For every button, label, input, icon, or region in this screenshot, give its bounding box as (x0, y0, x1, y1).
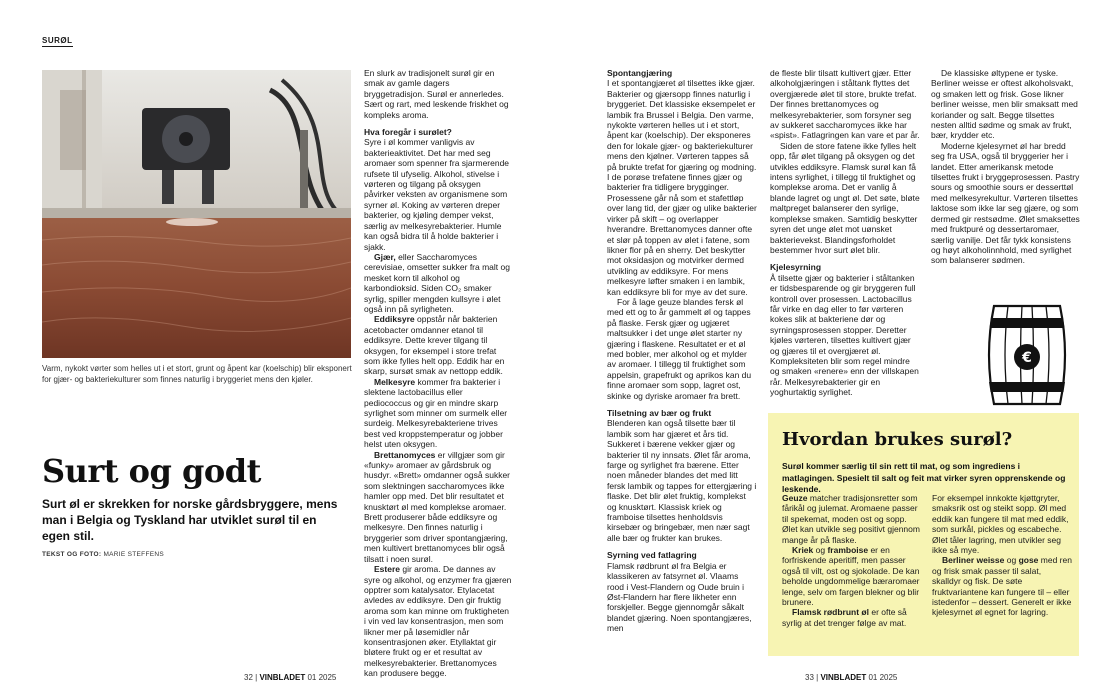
byline-label: TEKST OG FOTO: (42, 551, 102, 558)
folio-separator: | (252, 673, 260, 682)
text-and: og (1004, 555, 1019, 566)
text-and: og (813, 545, 828, 556)
paragraph: Flamsk rødbrunt øl fra Belgia er klassikeren av fatsyrnet øl. Vlaams rood i Vest-Flandern og Oude bruin i Øst-Flandern har flere likheter enn forskjeller. Begge gjennomgår såkalt blandet gjæring. Noen spontangjæres, men (607, 560, 752, 634)
byline-name: MARIE STEFFENS (103, 551, 164, 558)
paragraph-melkesyre (364, 377, 512, 450)
box-column-1 (782, 493, 924, 628)
koelschip-photo (42, 70, 351, 358)
paragraph-berliner (932, 555, 1072, 617)
paragraph: For eksempel innkokte kjøttgryter, smaksrik ost og steikt sopp. Øl med eddik kan fungere til mat med eddik, som surkål, pickles og escabeche. Ølet tåler lagring, men utvikler seg ikke så mye. (932, 493, 1069, 556)
article-title: Surt og godt (42, 452, 261, 490)
term-gose: gose (1018, 555, 1039, 566)
paragraph-eddiksyre (364, 314, 512, 376)
term-berliner: Berliner weisse (942, 555, 1005, 566)
text-kriek: er en forfriskende aperitiff, men passer også til vilt, ost og sjokolade. De kan beholde ungdommelige bæraromaer lenge, selv om fargen blekner og blir brunere. (782, 545, 920, 608)
article-lead: Surt øl er skrekken for norske gårdsbryggere, mens man i Belgia og Tyskland har utviklet surøl til en egen stil. (42, 497, 338, 543)
paragraph-kriek (782, 545, 924, 607)
paragraph: Moderne kjelesyrnet øl har bredd seg fra USA, også til bryggerier her i landet. Etter amerikansk metode tilsettes frukt i bryggeprosessen. Pastry sours og smoothie sours er desserttøl med melkesyrekultur. Vørteren tilsettes laktose som ikke lar seg gjære, og som dermed gir restsødme. Ølet smaksettes med fruktpuré og dessertaromaer, særlig vanilje. Det får tykk konsistens og høyt alkoholinnhold, med syrlighet som balanserer sødmen. (931, 140, 1080, 266)
box-column-2 (932, 493, 1072, 618)
subheading-baer-frukt: Tilsetning av bær og frukt (607, 408, 712, 418)
page-number: 33 (805, 673, 814, 682)
photo-caption: Varm, nykokt vørter som helles ut i et stort, grunt og åpent kar (koelschip) blir eksponert for gjær- og bakteriekulturer som finnes naturlig i bryggeriet mens den kjøler. (42, 364, 352, 384)
term-framboise: framboise (827, 545, 869, 556)
text-geuze: matcher tradisjonsretter som fårikål og julemat. Aromaene passer til spekemat, moden ost og sopp. Ølet kan utvikle seg positivt gjennom mange år på flaske. (782, 493, 920, 545)
paragraph: For å lage geuze blandes fersk øl med ett og to år gammelt øl og tappes på flaske. Fersk gjær og ugjæret maltsukker i det unge ølet starter ny gjæring i flaskene. Resultatet er et øl med bobler, mer alkohol og et mylder av aromaer. I tillegg til fruktighet som appelsin, grapefrukt og aprikos kan du finne aromaer som sopp, lagret ost, skinke og dyriske aromaer fra brett. (607, 296, 752, 401)
paragraph-estere (364, 564, 512, 678)
column-3 (770, 68, 920, 398)
magazine-name: VINBLADET (820, 673, 867, 682)
issue: 01 2025 (866, 673, 898, 682)
serving-tips-box (768, 413, 1079, 656)
issue: 01 2025 (305, 673, 337, 682)
paragraph: De klassiske øltypene er tyske. Berliner weisse er oftest alkoholsvakt, og smaken lett og frisk. Gose likner berliner weisse, men blir smaksatt med koriander og salt. Begge tilsettes nesten alltid sødme og smak av frukt, bær, krydder etc. (931, 68, 1078, 141)
paragraph: Syre i øl kommer vanligvis av bakterieaktivitet. Det har med seg aromaer som spenner fra sjarmerende rufsete til ufyselig. Alkohol, stivelse i vørteren og tilgang på oksygen påvirker veksten av organismene som syrner øl. Koking av vørteren dreper bakterier, og kjøling demper vekst, særlig av melkesyrebakterier. Humle kan også bidra til å holde bakterier i sjakk. (364, 137, 510, 252)
koelschip-photo-illustration (42, 70, 351, 358)
intro-paragraph: En slurk av tradisjonelt surøl gir en smak av gamle dagers bryggetradisjon. Surøl er annerledes. Sært og rart, med leskende friskhet og kompleks aroma. (364, 68, 509, 120)
paragraph-geuze (782, 493, 924, 545)
paragraph: de fleste blir tilsatt kultivert gjær. Etter alkoholgjæringen i ståltank flyttes det overgjærede ølet til store, brukte trefat. Der finnes brettanomyces og melkesyrebakterier, som forsyner seg av sukkeret saccharomyces ikke har «spist». Fatlagringen kan vare et par år. (770, 68, 920, 141)
paragraph: I et spontangjæret øl tilsettes ikke gjær. Bakterier og gjærsopp finnes naturlig i bryggeriet. Det klassiske eksempelet er lambik fra Brussel i Belgia. Den varme, nykokte vørteren helles ut i et stort, åpent kar (koelschip). Der eksponeres den for lokale gjær- og bakteriekulturer mens den kjølner. Vørteren tappes så på brukte trefat for gjæring og modning. I de porøse trefatene finnes gjær og bakterier fra tidligere brygginger. Prosessene går nå som et stafettløp over lang tid, der gjær og ulike bakterier virker på skift – og overlapper hverandre. Brettanomyces danner ofte et slør på toppen av ølet i fatene, som likner flor på en sherry. Det beskytter mot oksidasjon og motvirker dermed utvikling av eddiksyre. For mens melkesyre løfter smaken i en lambik, kan eddiksyre bli for mye av det sure. (607, 78, 757, 297)
page-number: 32 (244, 673, 253, 682)
term-geuze: Geuze (782, 493, 808, 503)
term-flamsk: Flamsk rødbrunt øl (792, 607, 869, 618)
magazine-name: VINBLADET (259, 673, 306, 682)
term-brettanomyces: Brettanomyces (374, 449, 436, 460)
paragraph-brettanomyces (364, 450, 512, 564)
text-melkesyre: kommer fra bakterier i slektene lactobacillus eller pediococcus og gir en mindre skarp syrlighet som minner om surmelk eller surdeig. Melkesyrebakteriene trives best ved kroppstemperatur og jobber helst uten oksygen. (364, 376, 508, 450)
text-berliner: med ren og frisk smak passer til salat, skalldyr og fisk. De søte fruktvariantene kan fungere til – eller istedenfor – dessert. Generelt er ikke kjelesyrnet øl egnet for lagring. (932, 555, 1072, 618)
box-lead: Surøl kommer særlig til sin rett til mat, og som ingrediens i matlagingen. Spesielt til salt og feit mat virker syren opprenskende og leskende. (782, 461, 1066, 494)
column-1 (364, 68, 512, 679)
euro-icon (1014, 344, 1040, 370)
folio-right (805, 673, 897, 682)
paragraph-flamsk (782, 607, 924, 628)
text-brettanomyces: er villgjær som gir «funky» aromaer av gårdsbruk og husdyr. «Brett» omdanner også sukker som slektningen saccharomyces ikke hamler opp med. Det blir resultatet et knusktørt øl med komplekse aromaer. Brett produserer både eddiksyre og melkesyre. Den finnes naturlig i bryggerier som driver spontangjæring, men kultivert brettanomyces blir også tilsatt i noen surøl. (364, 449, 510, 564)
paragraph-gjaer (364, 252, 512, 314)
column-2 (607, 68, 757, 634)
subheading-kjelesyrning: Kjelesyrning (770, 262, 822, 273)
barrel-icon (972, 300, 1082, 410)
paragraph: Blenderen kan også tilsette bær til lambik som har gjæret et års tid. Sukkeret i bærene vekker gjær og bakterier til ny innsats. Ølet får aroma, farge og syrlighet fra bærene. Etter noen måneder blandes det med litt fersk lambik og tappes for ettergjæring i flaske. Det blir ølet fruktig, komplekst og knusktørt. Klassisk kriek og framboise tilsettes henholdsvis kirsebær og bringebær, men nær sagt alle bær og frukter kan brukes. (607, 418, 757, 543)
column-4 (931, 68, 1081, 266)
section-label: SURØL (42, 36, 73, 45)
subheading-surolet: Hva foregår i surølet? (364, 127, 452, 138)
text-gjaer: eller Saccharomyces cerevisiae, omsetter sukker fra malt og mesket korn til alkohol og karbondioksid. Siden CO₂ smaker syrlig, spiller mengden kullsyre i ølet også inn på syrligheten. (364, 251, 510, 314)
svg-text:€: € (1022, 350, 1032, 366)
box-title: Hvordan brukes surøl? (782, 429, 1013, 450)
folio-separator: | (813, 673, 821, 682)
paragraph: Siden de store fatene ikke fylles helt opp, får ølet tilgang på oksygen og det utvikles eddiksyre. Flamsk surøl kan få intens syrlighet, i tillegg til fruktighet og komplekse aroma. Det er vanlig å blande lagret og ungt øl. Det søte, bløte maltpreget balanserer den syrlige, komplekse smaken. Samtidig beskytter syren det unge ølet mot uønsket bakterievekst. Blandingsforholdet bestemmer hvor surt ølet blir. (770, 140, 920, 255)
subheading-spontangjaering: Spontangjæring (607, 68, 673, 78)
text-estere: gir aroma. De dannes av syre og alkohol, og enzymer fra gjæren opptrer som katalysator. Etylacetat avledes av eddiksyre. Den gir fruktig aroma som kan minne om fruktigheten i vin ved lav konsentrasjon, men som likner mer på løsemidler når konsentrasjonen øker. Etyllaktat gir bløtere frukt og er et resultat av melkesyrebakterier. Brettanomyces kan produsere begge. (364, 564, 512, 679)
folio-left (244, 673, 336, 682)
text-eddiksyre: oppstår når bakterien acetobacter omdanner etanol til eddiksyre. Dette krever tilgang til oksygen, for eksempel i store trefat som ikke fylles helt opp. Eddik har en skarp, sursøt smak av nettopp eddik. (364, 314, 505, 377)
term-gjaer: Gjær, (374, 251, 396, 262)
term-estere: Estere (374, 564, 400, 575)
term-kriek: Kriek (792, 545, 814, 556)
text-flamsk: er ofte så syrlig at det trenger følge av mat. (782, 607, 907, 628)
term-eddiksyre: Eddiksyre (374, 314, 415, 325)
byline (42, 551, 164, 558)
term-melkesyre: Melkesyre (374, 376, 416, 387)
subheading-fatlagring: Syrning ved fatlagring (607, 550, 697, 561)
paragraph: Å tilsette gjær og bakterier i ståltanken er tidsbesparende og gir bryggeren full kontroll over prosessen. Lactobacillus får virke en dag eller to før vørteren kokes slik at bakteriene dør og syrningsprosessen stopper. Deretter kjøles vørteren, tilsettes kultivert gjær og gjæres til et overgjæret øl. Kompleksiteten blir som regel mindre og smaken «renere» enn der villskapen rår. Melkesyrebakterier gir en yoghurtaktig syrlighet. (770, 272, 919, 398)
